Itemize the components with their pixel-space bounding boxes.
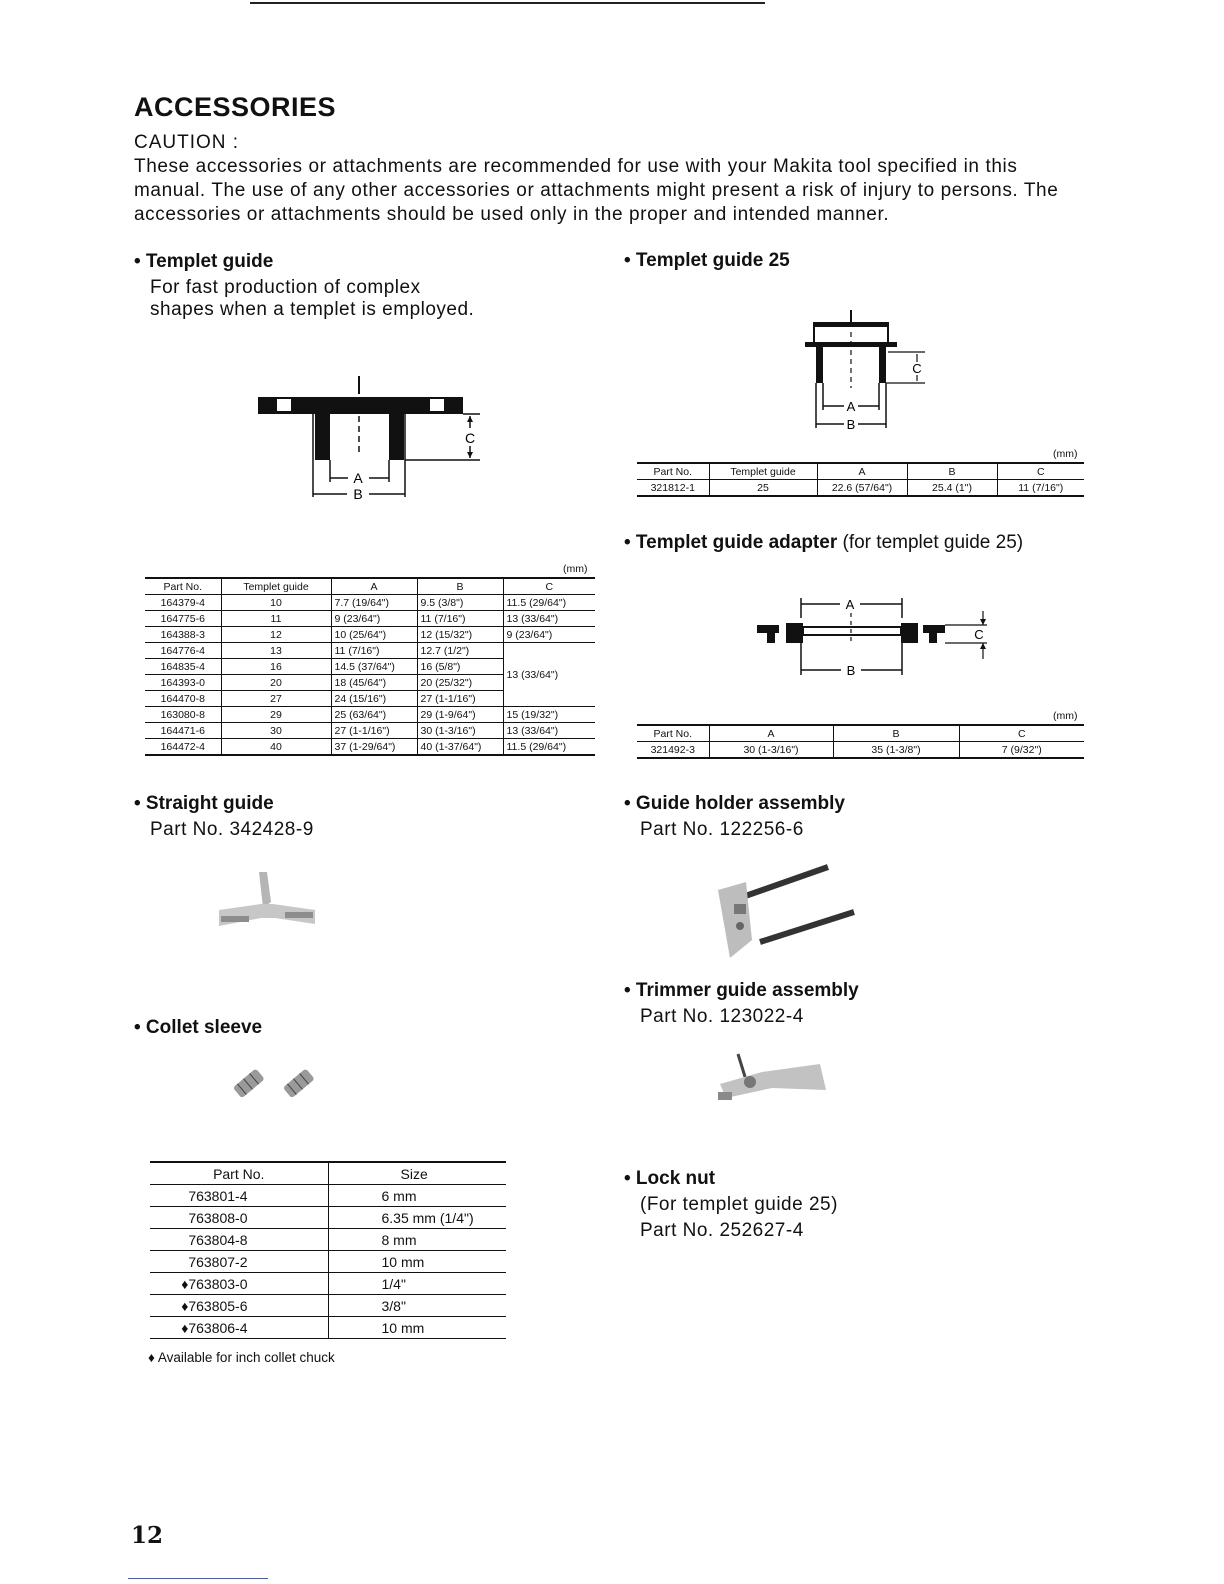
templet-guide-heading: • Templet guide: [134, 251, 274, 272]
straight-guide-part: Part No. 342428-9: [150, 819, 314, 840]
table-row: [150, 1273, 506, 1295]
templet-guide-25-heading: • Templet guide 25: [624, 250, 790, 271]
cell-a: 7.7 (19/64"): [331, 595, 417, 611]
lock-nut-heading: • Lock nut: [624, 1168, 716, 1189]
trimmer-guide-part: Part No. 123022-4: [640, 1006, 804, 1027]
table-row: [150, 1207, 506, 1229]
cell-b: 29 (1-9/64"): [417, 707, 503, 723]
lock-nut-line-1: (For templet guide 25): [640, 1194, 838, 1215]
table-row: [145, 723, 595, 739]
collet-sleeve-table: [150, 1161, 506, 1339]
col-header: A: [331, 578, 417, 595]
cell-part-no: ♦763805-6: [150, 1295, 328, 1317]
cell-b: 30 (1-3/16"): [417, 723, 503, 739]
table-row: [150, 1229, 506, 1251]
cell-size: 6.35 mm (1/4"): [328, 1207, 506, 1229]
cell-size: 29: [221, 707, 331, 723]
col-header: C: [959, 725, 1084, 742]
cell-a: 18 (45/64"): [331, 675, 417, 691]
straight-guide-heading: • Straight guide: [134, 793, 274, 814]
col-header: A: [709, 725, 833, 742]
cell-size: 3/8": [328, 1295, 506, 1317]
table-row: [150, 1185, 506, 1207]
cell-size: 40: [221, 739, 331, 756]
col-header: Part No.: [150, 1162, 328, 1185]
templet-guide-diagram: [255, 372, 490, 512]
cell-size: 16: [221, 659, 331, 675]
cell-b: 16 (5/8"): [417, 659, 503, 675]
templet-guide-table: [145, 577, 595, 756]
table-row: [637, 480, 1084, 497]
page-title: ACCESSORIES: [134, 92, 337, 122]
cell-size: 8 mm: [328, 1229, 506, 1251]
top-rule: [250, 2, 765, 4]
cell-part-no: 164471-6: [145, 723, 221, 739]
cell-c-merged: 13 (33/64"): [503, 643, 595, 707]
cell-a: 37 (1-29/64"): [331, 739, 417, 756]
col-header: Part No.: [637, 463, 709, 480]
cell-a: 10 (25/64"): [331, 627, 417, 643]
templet-guide-desc-1: For fast production of complex: [150, 277, 421, 298]
col-header: Size: [328, 1162, 506, 1185]
cell-size: 6 mm: [328, 1185, 506, 1207]
cell-size: 12: [221, 627, 331, 643]
cell-part-no: 763801-4: [150, 1185, 328, 1207]
col-header: B: [417, 578, 503, 595]
cell-part-no: 164393-0: [145, 675, 221, 691]
trimmer-guide-heading: • Trimmer guide assembly: [624, 980, 859, 1001]
cell-part-no: 321492-3: [637, 742, 709, 759]
cell-part-no: 763804-8: [150, 1229, 328, 1251]
cell-part-no: 164472-4: [145, 739, 221, 756]
cell-part-no: ♦763803-0: [150, 1273, 328, 1295]
cell-part-no: 321812-1: [637, 480, 709, 497]
table-row: [150, 1251, 506, 1273]
col-header: B: [833, 725, 959, 742]
cell-c: 13 (33/64"): [503, 611, 595, 627]
cell-size: 25: [709, 480, 817, 497]
table-header-row: [637, 725, 1084, 742]
cell-part-no: ♦763806-4: [150, 1317, 328, 1339]
cell-c: 15 (19/32"): [503, 707, 595, 723]
cell-b: 35 (1-3/8"): [833, 742, 959, 759]
table-row: [145, 739, 595, 756]
collet-sleeve-heading: • Collet sleeve: [134, 1017, 263, 1038]
col-header: B: [907, 463, 997, 480]
cell-b: 20 (25/32"): [417, 675, 503, 691]
col-header: Part No.: [637, 725, 709, 742]
adapter-diagram: [755, 593, 995, 683]
table-row: [150, 1295, 506, 1317]
cell-a: 24 (15/16"): [331, 691, 417, 707]
cell-b: 12.7 (1/2"): [417, 643, 503, 659]
guide-holder-heading: • Guide holder assembly: [624, 793, 845, 814]
cell-c: 11 (7/16"): [997, 480, 1084, 497]
trimmer-guide-image: [712, 1050, 832, 1108]
table-header-row: [145, 578, 595, 595]
table-row: [145, 627, 595, 643]
cell-a: 9 (23/64"): [331, 611, 417, 627]
cell-b: 25.4 (1"): [907, 480, 997, 497]
cell-part-no: 763807-2: [150, 1251, 328, 1273]
cell-a: 30 (1-3/16"): [709, 742, 833, 759]
table-row: [145, 595, 595, 611]
dim-c-label: C: [464, 430, 476, 446]
cell-b: 11 (7/16"): [417, 611, 503, 627]
cell-part-no: 164775-6: [145, 611, 221, 627]
cell-c: 11.5 (29/64"): [503, 595, 595, 611]
templet-guide-25-diagram: [800, 308, 930, 436]
cell-size: 11: [221, 611, 331, 627]
cell-b: 27 (1-1/16"): [417, 691, 503, 707]
col-header: Part No.: [145, 578, 221, 595]
cell-part-no: 164835-4: [145, 659, 221, 675]
collet-sleeve-image: [228, 1064, 328, 1104]
cell-b: 9.5 (3/8"): [417, 595, 503, 611]
adapter-table: [637, 724, 1084, 759]
dim-b-label: B: [353, 486, 363, 502]
templet-guide-unit: (mm): [563, 563, 588, 575]
cell-a: 27 (1-1/16"): [331, 723, 417, 739]
adapter-unit: (mm): [1053, 710, 1078, 722]
adapter-heading-bold: • Templet guide adapter: [624, 532, 838, 553]
cell-part-no: 164776-4: [145, 643, 221, 659]
cell-a: 25 (63/64"): [331, 707, 417, 723]
cell-part-no: 164470-8: [145, 691, 221, 707]
cell-part-no: 164388-3: [145, 627, 221, 643]
templet-guide-25-unit: (mm): [1053, 448, 1078, 460]
caution-label: CAUTION :: [134, 132, 240, 153]
guide-holder-part: Part No. 122256-6: [640, 819, 804, 840]
cell-b: 40 (1-37/64"): [417, 739, 503, 756]
cell-size: 30: [221, 723, 331, 739]
cell-size: 10 mm: [328, 1317, 506, 1339]
col-header: A: [817, 463, 907, 480]
cell-c: 11.5 (29/64"): [503, 739, 595, 756]
templet-guide-25-table: [637, 462, 1084, 497]
cell-a: 22.6 (57/64"): [817, 480, 907, 497]
page-number: 12: [131, 1522, 164, 1549]
dim-a-label: A: [353, 470, 363, 486]
cell-size: 1/4": [328, 1273, 506, 1295]
dim-b-label: B: [846, 663, 856, 678]
cell-a: 11 (7/16"): [331, 643, 417, 659]
col-header: C: [503, 578, 595, 595]
cell-c: 9 (23/64"): [503, 627, 595, 643]
bottom-rule: [128, 1578, 268, 1579]
cell-part-no: 163080-8: [145, 707, 221, 723]
dim-a-label: A: [845, 597, 855, 612]
cell-size: 20: [221, 675, 331, 691]
cell-size: 13: [221, 643, 331, 659]
table-row: [637, 742, 1084, 759]
guide-holder-image: [712, 860, 857, 962]
caution-text: These accessories or attachments are recommended for use with your Makita tool specified in this manual. The use of any other accessories or attachments might present a risk of injury to persons. The accessories or attachments should be used only in the proper and intended manner.: [134, 156, 1059, 225]
cell-size: 27: [221, 691, 331, 707]
collet-sleeve-note: ♦ Available for inch collet chuck: [148, 1350, 335, 1365]
cell-size: 10 mm: [328, 1251, 506, 1273]
table-row: [150, 1317, 506, 1339]
cell-size: 10: [221, 595, 331, 611]
table-row: [145, 643, 595, 659]
dim-b-label: B: [846, 417, 856, 432]
cell-b: 12 (15/32"): [417, 627, 503, 643]
cell-a: 14.5 (37/64"): [331, 659, 417, 675]
adapter-heading-suffix: (for templet guide 25): [837, 532, 1024, 553]
col-header: Templet guide: [221, 578, 331, 595]
col-header: C: [997, 463, 1084, 480]
templet-guide-desc-2: shapes when a templet is employed.: [150, 299, 475, 320]
table-row: [145, 707, 595, 723]
dim-a-label: A: [846, 399, 856, 414]
table-header-row: [637, 463, 1084, 480]
table-header-row: [150, 1162, 506, 1185]
straight-guide-image: [215, 868, 320, 930]
col-header: Templet guide: [709, 463, 817, 480]
dim-c-label: C: [974, 627, 984, 642]
table-row: [145, 611, 595, 627]
cell-part-no: 164379-4: [145, 595, 221, 611]
cell-c: 7 (9/32"): [959, 742, 1084, 759]
cell-part-no: 763808-0: [150, 1207, 328, 1229]
lock-nut-part: Part No. 252627-4: [640, 1220, 804, 1241]
dim-c-label: C: [912, 361, 922, 376]
cell-c: 13 (33/64"): [503, 723, 595, 739]
adapter-heading: [624, 532, 1023, 554]
